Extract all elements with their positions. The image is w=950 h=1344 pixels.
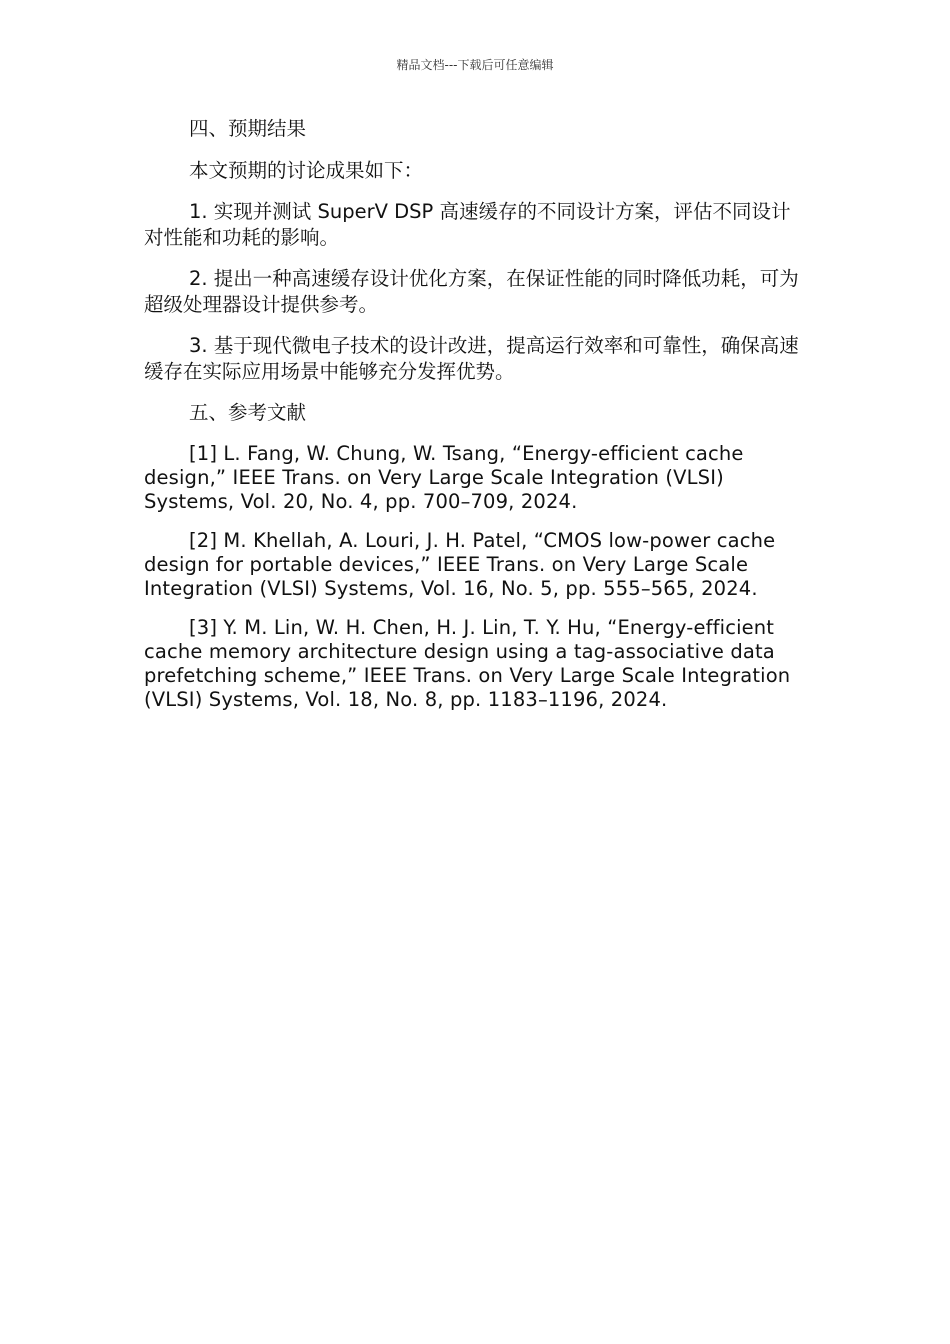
document-body bbox=[144, 116, 808, 727]
page-header: 精品文档---下载后可任意编辑 bbox=[396, 58, 554, 72]
reference-item-1: [1] L. Fang, W. Chung, W. Tsang, “Energy-efficient cache design,” IEEE Trans. on Very Large Scale Integration (VLSI) Systems, Vol. 20, No. 4, pp. 700–709, 2024. bbox=[144, 442, 744, 513]
result-item-2: 2. 提出一种高速缓存设计优化方案，在保证性能的同时降低功耗，可为超级处理器设计提供参考。 bbox=[144, 267, 799, 316]
reference-item-3: [3] Y. M. Lin, W. H. Chen, H. J. Lin, T. Y. Hu, “Energy-efficient cache memory architecture design using a tag-associative data prefetching scheme,” IEEE Trans. on Very Large Scale Integration (VLSI) Systems, Vol. 18, No. 8, pp. 1183–1196, 2024. bbox=[144, 616, 791, 711]
section-heading-expected-results: 四、预期结果 bbox=[189, 117, 307, 140]
section-intro: 本文预期的讨论成果如下： bbox=[189, 159, 424, 182]
result-item-1: 1. 实现并测试 SuperV DSP 高速缓存的不同设计方案，评估不同设计对性能和功耗的影响。 bbox=[144, 200, 791, 249]
result-item-3: 3. 基于现代微电子技术的设计改进，提高运行效率和可靠性，确保高速缓存在实际应用场景中能够充分发挥优势。 bbox=[144, 334, 799, 383]
reference-item-2: [2] M. Khellah, A. Louri, J. H. Patel, “CMOS low-power cache design for portable devices,” IEEE Trans. on Very Large Scale Integration (VLSI) Systems, Vol. 16, No. 5, pp. 555–565, 2024. bbox=[144, 529, 776, 600]
section-heading-references: 五、参考文献 bbox=[189, 401, 307, 424]
